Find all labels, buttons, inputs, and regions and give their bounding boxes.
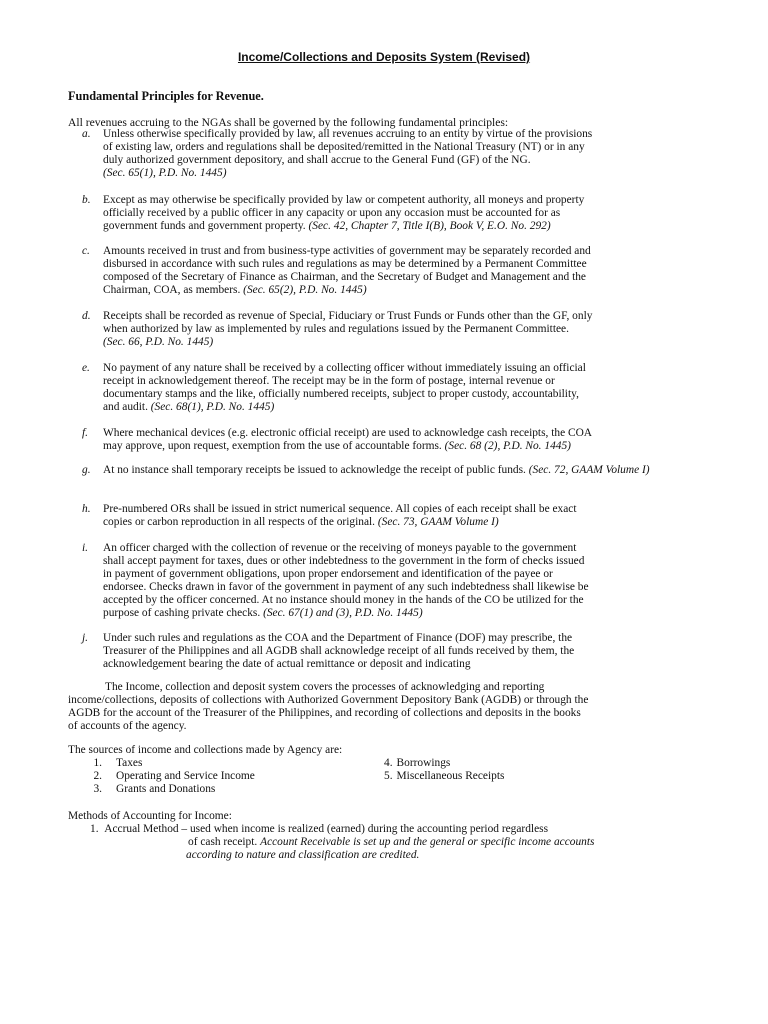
- principle-letter: f.: [82, 427, 89, 439]
- citation: (Sec. 72, GAAM Volume I): [528, 464, 650, 476]
- paragraph-line: AGDB for the account of the Treasurer of the Philippines, and recording of collections and deposits in the books: [68, 706, 581, 719]
- principle-line: [103, 310, 703, 323]
- principle-line: [103, 581, 703, 594]
- principle-line-text: Chairman, COA, as members.: [103, 283, 244, 296]
- source-label: Miscellaneous Receipts: [396, 770, 505, 782]
- principle-line: [103, 658, 703, 671]
- principle-letter: j.: [82, 632, 89, 644]
- principle-line: [103, 323, 703, 336]
- principle-line: [103, 388, 703, 401]
- principle-line: [103, 271, 703, 284]
- principle-line: [103, 207, 703, 220]
- principle-letter: c.: [82, 245, 90, 257]
- principle-line: [103, 594, 703, 607]
- principle-text: [103, 427, 703, 453]
- principle-line: [103, 154, 703, 167]
- principle-text: [103, 464, 703, 477]
- principle-line-text: when authorized by law as implemented by rules and regulations issued by the Permanent Committee.: [103, 322, 569, 335]
- source-number: 4.: [384, 757, 393, 769]
- principle-text: [103, 542, 703, 619]
- principle-line: [103, 464, 703, 477]
- principle-line-text: Pre-numbered ORs shall be issued in strict numerical sequence. All copies of each receipt shall be exact: [103, 503, 577, 515]
- principle-line-text: officially received by a public officer in any capacity or upon any occasion must be accounted for as: [103, 206, 561, 219]
- method-text: Accrual Method – used when income is realized (earned) during the accounting period regardless: [104, 823, 549, 835]
- method-text: of cash receipt.: [188, 836, 261, 848]
- source-number: 2.: [93, 770, 102, 782]
- principle-line: [103, 440, 703, 453]
- principle-line-text: documentary stamps and the like, officially numbered receipts, subject to proper custody, accountability,: [103, 387, 579, 400]
- principle-line-text: government funds and government property.: [103, 219, 309, 232]
- principle-letter: d.: [82, 310, 91, 322]
- principle-line: [103, 555, 703, 568]
- principle-line-text: in payment of government obligations, upon proper endorsement and identification of the payee or: [103, 567, 553, 580]
- method-number: 1.: [90, 823, 99, 835]
- source-label: Borrowings: [396, 757, 451, 769]
- principle-line-text: Where mechanical devices (e.g. electronic official receipt) are used to acknowledge cash receipts, the COA: [103, 427, 593, 439]
- principle-line-text: copies or carbon reproduction in all respects of the original.: [103, 515, 378, 528]
- principle-line-text: may approve, upon request, exemption from the use of accountable forms.: [103, 439, 445, 452]
- paragraph-line: of accounts of the agency.: [68, 719, 187, 732]
- principle-line: [103, 375, 703, 388]
- source-number: 1.: [93, 757, 102, 769]
- sources-heading: The sources of income and collections made by Agency are:: [68, 744, 343, 756]
- principle-line: [103, 427, 703, 440]
- principle-line-text: and audit.: [103, 400, 151, 413]
- principle-line: [103, 362, 703, 375]
- principle-text: [103, 362, 703, 414]
- principle-line-text: composed of the Secretary of Finance as Chairman, and the Secretary of Budget and Management and the: [103, 270, 586, 283]
- principle-line: [103, 258, 703, 271]
- principle-text: [103, 310, 703, 349]
- source-number: 3.: [93, 783, 102, 795]
- citation: (Sec. 65(2), P.D. No. 1445): [243, 283, 367, 296]
- paragraph-line: income/collections, deposits of collections with Authorized Government Depository Bank (AGDB) or through the: [68, 693, 589, 706]
- principle-line-text: endorsee. Checks drawn in favor of the government in payment of any such indebtedness shall likewise be: [103, 580, 589, 593]
- source-item: [384, 757, 450, 769]
- principle-line: [103, 245, 703, 258]
- principle-text: [103, 503, 703, 529]
- citation: (Sec. 66, P.D. No. 1445): [103, 335, 214, 348]
- source-number: 5.: [384, 770, 393, 782]
- source-label: Operating and Service Income: [116, 770, 255, 782]
- principle-line-text: accepted by the officer concerned. At no instance should money in the hands of the CO be utilized for the: [103, 593, 584, 606]
- principle-line-text: Amounts received in trust and from business-type activities of government may be separately recorded and: [103, 245, 591, 257]
- citation: (Sec. 73, GAAM Volume I): [377, 515, 499, 528]
- principle-line-text: An officer charged with the collection of revenue or the receiving of moneys payable to the government: [103, 542, 577, 554]
- principle-text: [103, 632, 703, 671]
- method-line: according to nature and classification are credited.: [186, 849, 420, 861]
- source-item: [80, 757, 142, 769]
- principle-line: [103, 568, 703, 581]
- principle-line-text: Unless otherwise specifically provided by law, all revenues accruing to an entity by virtue of the provisions: [103, 128, 593, 140]
- principle-letter: b.: [82, 194, 91, 206]
- system-description-paragraph: [68, 681, 700, 733]
- principle-line: [103, 194, 703, 207]
- principle-line: [103, 503, 703, 516]
- principle-line-text: Except as may otherwise be specifically provided by law or competent authority, all moneys and property: [103, 194, 585, 206]
- method-text-italic: Account Receivable is set up and the general or specific income accounts: [260, 836, 595, 848]
- principle-line: [103, 284, 703, 297]
- principle-line-text: Treasurer of the Philippines and all AGDB shall acknowledge receipt of all funds received by them, the: [103, 644, 575, 657]
- principle-line-text: purpose of cashing private checks.: [103, 606, 264, 619]
- principle-line-text: disbursed in accordance with such rules and regulations as may be determined by a Permanent Committee: [103, 257, 587, 270]
- principle-line: [103, 220, 703, 233]
- principle-line: [103, 401, 703, 414]
- principle-text: [103, 194, 703, 233]
- methods-heading: Methods of Accounting for Income:: [68, 810, 232, 822]
- principle-line: [103, 128, 703, 141]
- principle-letter: i.: [82, 542, 89, 554]
- principle-line-text: No payment of any nature shall be received by a collecting officer without immediately issuing an official: [103, 362, 586, 374]
- document-title: Income/Collections and Deposits System (Revised): [237, 50, 531, 64]
- principle-line: [103, 516, 703, 529]
- citation: (Sec. 67(1) and (3), P.D. No. 1445): [263, 606, 423, 619]
- principle-line-text: At no instance shall temporary receipts be issued to acknowledge the receipt of public funds.: [103, 464, 529, 476]
- principle-text: [103, 128, 703, 180]
- source-item: [80, 770, 255, 782]
- source-label: Grants and Donations: [116, 783, 216, 795]
- principle-line-text: of existing law, orders and regulations shall be deposited/remitted in the National Treasury (NT) or in any: [103, 140, 585, 153]
- principle-line-text: duly authorized government depository, and shall accrue to the General Fund (GF) of the NG.: [103, 153, 531, 166]
- principle-line: [103, 607, 703, 620]
- citation: (Sec. 42, Chapter 7, Title I(B), Book V, E.O. No. 292): [308, 219, 551, 232]
- citation: (Sec. 68(1), P.D. No. 1445): [150, 400, 275, 413]
- principle-letter: a.: [82, 128, 91, 140]
- principle-line-text: Under such rules and regulations as the COA and the Department of Finance (DOF) may prescribe, the: [103, 632, 573, 644]
- principle-letter: e.: [82, 362, 90, 374]
- source-label: Taxes: [116, 757, 143, 769]
- principle-letter: h.: [82, 503, 91, 515]
- principle-line: [103, 542, 703, 555]
- method-line: [188, 836, 594, 849]
- source-item: [384, 770, 504, 782]
- citation: (Sec. 68 (2), P.D. No. 1445): [444, 439, 571, 452]
- principle-letter: g.: [82, 464, 91, 476]
- source-item: [80, 783, 215, 795]
- intro-text: All revenues accruing to the NGAs shall be governed by the following fundamental principles:: [68, 116, 509, 129]
- principle-text: [103, 245, 703, 297]
- principle-line-text: shall accept payment for taxes, dues or other indebtedness to the government in the form of checks issued: [103, 554, 585, 567]
- principle-line: [103, 645, 703, 658]
- method-line: [90, 823, 548, 836]
- principle-line-text: receipt in acknowledgement thereof. The receipt may be in the form of postage, internal revenue or: [103, 374, 555, 387]
- section-heading: Fundamental Principles for Revenue.: [68, 89, 264, 103]
- paragraph-line: The Income, collection and deposit system covers the processes of acknowledging and reporting: [105, 681, 545, 693]
- principle-line: [103, 632, 703, 645]
- principle-line: [103, 141, 703, 154]
- citation: (Sec. 65(1), P.D. No. 1445): [103, 166, 227, 179]
- principle-line-text: Receipts shall be recorded as revenue of Special, Fiduciary or Trust Funds or Funds other than the GF, only: [103, 310, 593, 322]
- principle-line-text: acknowledgement bearing the date of actual remittance or deposit and indicating: [103, 657, 471, 670]
